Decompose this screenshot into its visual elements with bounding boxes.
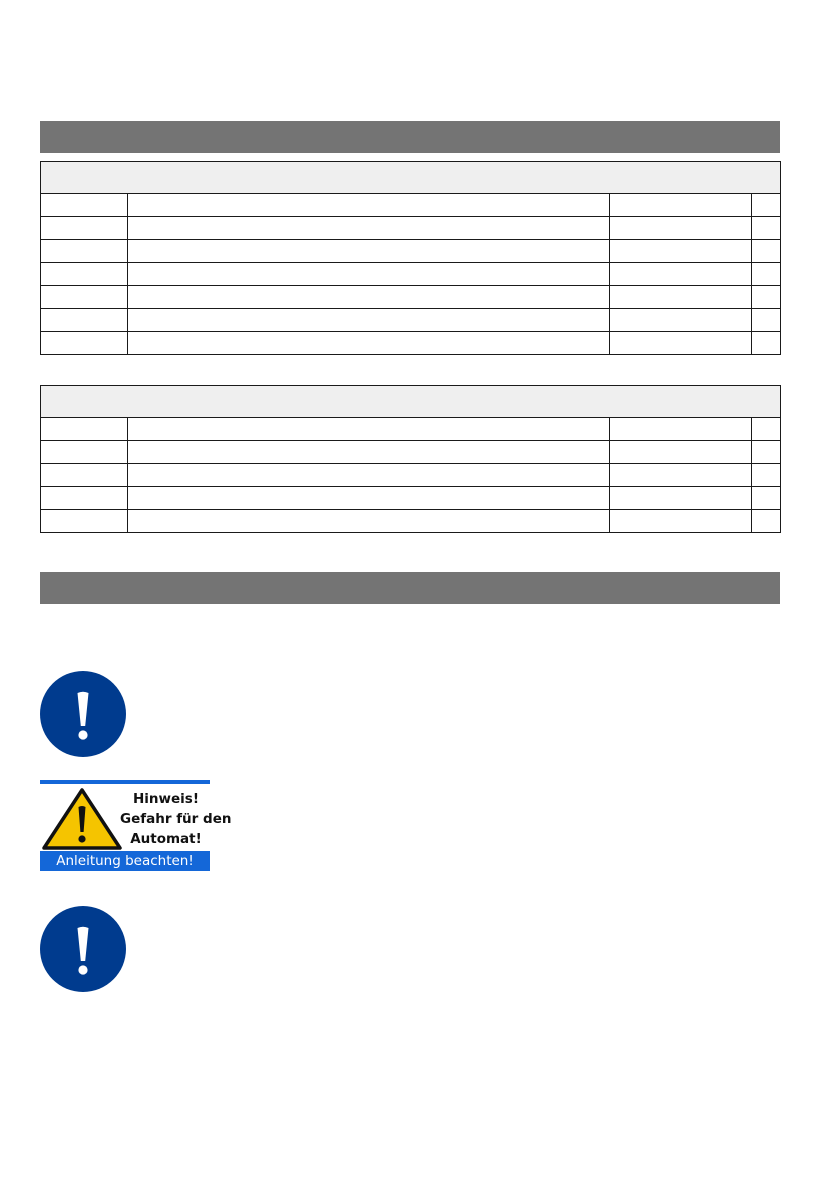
table-row xyxy=(41,217,781,240)
table-cell xyxy=(41,464,128,487)
table-group-header xyxy=(41,162,781,194)
table-row xyxy=(41,510,781,533)
table-cell xyxy=(752,418,781,441)
table-cell xyxy=(752,286,781,309)
warning-line-1: Hinweis! xyxy=(133,791,199,807)
table-cell xyxy=(41,286,128,309)
table-cell xyxy=(128,194,610,217)
table-cell xyxy=(752,332,781,355)
warning-sign-top-stripe xyxy=(40,780,210,784)
table-row xyxy=(41,464,781,487)
table-cell xyxy=(610,464,752,487)
information-icon xyxy=(40,906,126,992)
parts-table-1 xyxy=(40,161,781,355)
table-cell xyxy=(41,240,128,263)
information-icon xyxy=(40,671,126,757)
table-row xyxy=(41,263,781,286)
table-cell xyxy=(752,217,781,240)
table-cell xyxy=(128,487,610,510)
table-cell xyxy=(610,441,752,464)
table-cell xyxy=(752,441,781,464)
section-header-bar-2 xyxy=(40,572,780,604)
table-cell xyxy=(128,332,610,355)
table-cell xyxy=(128,240,610,263)
table-cell xyxy=(41,194,128,217)
table-cell xyxy=(128,464,610,487)
table-cell xyxy=(610,332,752,355)
table-cell xyxy=(610,418,752,441)
exclamation-mark xyxy=(40,906,126,992)
table-cell xyxy=(752,309,781,332)
table-cell xyxy=(610,309,752,332)
exclamation-mark xyxy=(40,671,126,757)
table-cell xyxy=(610,286,752,309)
table-row xyxy=(41,240,781,263)
table-cell xyxy=(610,263,752,286)
table-cell xyxy=(752,510,781,533)
table-cell xyxy=(41,309,128,332)
table-cell xyxy=(752,194,781,217)
table-row xyxy=(41,309,781,332)
table-cell xyxy=(41,441,128,464)
table-row xyxy=(41,487,781,510)
table-cell xyxy=(128,286,610,309)
table-group-header xyxy=(41,386,781,418)
table-row xyxy=(41,418,781,441)
table-row xyxy=(41,194,781,217)
parts-table-2 xyxy=(40,385,781,533)
warning-sign xyxy=(40,780,232,871)
table-cell xyxy=(128,263,610,286)
table-cell xyxy=(128,510,610,533)
table-cell xyxy=(41,332,128,355)
table-cell xyxy=(610,510,752,533)
table-cell xyxy=(610,194,752,217)
table-header-row xyxy=(41,162,781,194)
table-cell xyxy=(610,240,752,263)
table-cell xyxy=(128,217,610,240)
table-cell xyxy=(752,240,781,263)
table-cell xyxy=(610,487,752,510)
warning-triangle-icon xyxy=(40,787,124,851)
warning-sign-text xyxy=(120,789,232,849)
table-header-row xyxy=(41,386,781,418)
table-row xyxy=(41,441,781,464)
table-cell xyxy=(41,510,128,533)
table-cell xyxy=(128,418,610,441)
table-cell xyxy=(41,263,128,286)
table-cell xyxy=(41,418,128,441)
table-cell xyxy=(128,441,610,464)
table-cell xyxy=(41,217,128,240)
table-row xyxy=(41,332,781,355)
section-header-bar-1 xyxy=(40,121,780,153)
table-cell xyxy=(610,217,752,240)
table-cell xyxy=(41,487,128,510)
warning-line-3: Automat! xyxy=(130,831,202,847)
warning-line-2: Gefahr für den xyxy=(120,811,232,827)
table-cell xyxy=(752,464,781,487)
table-cell xyxy=(128,309,610,332)
table-cell xyxy=(752,263,781,286)
warning-sign-banner: Anleitung beachten! xyxy=(40,851,210,871)
table-row xyxy=(41,286,781,309)
table-cell xyxy=(752,487,781,510)
